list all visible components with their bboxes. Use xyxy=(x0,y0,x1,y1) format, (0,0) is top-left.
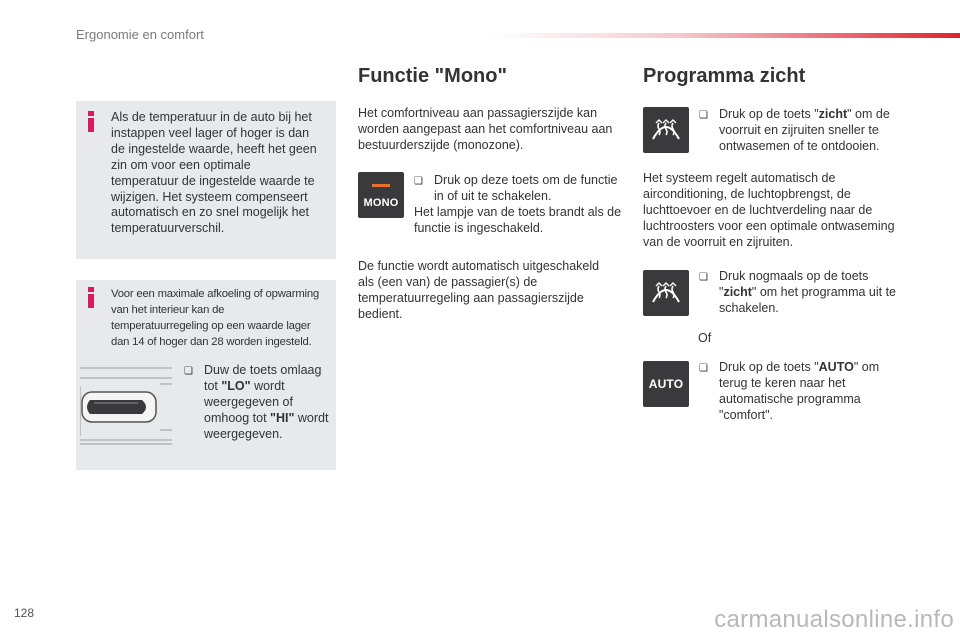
bullet-text: " om terug te keren naar het automatische programma "comfort". xyxy=(719,360,880,422)
note-bullet-lo-hi xyxy=(184,363,334,443)
bullet-text: wordt weergegeven. xyxy=(204,410,329,441)
header-accent-line xyxy=(490,33,960,38)
page-number: 128 xyxy=(14,606,35,620)
bullet-text: Druk op de toets " xyxy=(719,360,819,374)
key-name: zicht xyxy=(818,107,848,121)
bullet-icon: ❏ xyxy=(699,110,708,121)
temperature-control-illustration xyxy=(80,366,174,446)
info-icon xyxy=(87,287,94,308)
bullet-icon: ❏ xyxy=(699,363,708,374)
auto-button-label: AUTO xyxy=(648,377,684,391)
demist-button-icon xyxy=(643,107,689,153)
hi-label: "HI" xyxy=(270,410,295,425)
key-name: AUTO xyxy=(818,360,854,374)
visibility-heading: Programma zicht xyxy=(643,65,806,87)
key-name: zicht xyxy=(723,284,752,299)
visibility-description: Het systeem regelt automatisch de airconditioning, de luchtopbrengst, de luchttoevoer en de luchtverdeling naar de luchtroosters voor een optimale ontwaseming van de voorruit en zijruiten. xyxy=(643,171,895,249)
info-note-text: Voor een maximale afkoeling of opwarming van het interieur kan de temperatuurregeling op een waarde lager dan 14 of hoger dan 28 worden ingesteld. xyxy=(111,288,320,348)
visibility-bullet-3 xyxy=(699,360,899,424)
info-icon xyxy=(87,111,94,132)
mono-lamp-text: Het lampje van de toets brandt als de functie is ingeschakeld. xyxy=(414,204,622,235)
bullet-text: " om de voorruit en zijruiten sneller te ontwasemen of te ontdooien. xyxy=(719,107,890,153)
bullet-icon: ❏ xyxy=(184,366,193,377)
bullet-text: Druk op de toets " xyxy=(719,107,819,121)
info-note-temperature xyxy=(76,101,336,259)
bullet-icon: ❏ xyxy=(414,176,423,187)
info-note-text: Als de temperatuur in de auto bij het instappen veel lager of hoger is dan de ingestelde waarde, heeft het geen zin om voor een optimale temperatuur de ingestelde waarde te wijzigen. Het systeem compenseert automatisch en zo snel mogelijk het temperatuurverschil. xyxy=(111,110,317,236)
or-text: Of xyxy=(698,331,712,345)
mono-intro: Het comfortniveau aan passagierszijde kan worden aangepast aan het comfortniveau aan bestuurderszijde (monozone). xyxy=(358,106,613,152)
bullet-text: " om het programma uit te schakelen. xyxy=(719,284,897,315)
section-title: Ergonomie en comfort xyxy=(76,27,204,42)
auto-button-icon xyxy=(643,361,689,407)
bullet-text: wordt weergegeven of omhoog tot xyxy=(204,378,293,425)
demist-button-icon xyxy=(643,270,689,316)
bullet-text: Druk op deze toets om de functie in of uit te schakelen. xyxy=(434,173,618,203)
mono-footer-text: De functie wordt automatisch uitgeschakeld als (een van) de passagier(s) de temperatuurregeling aan passagierszijde bedient. xyxy=(358,259,600,321)
bullet-text: Duw de toets omlaag tot xyxy=(204,363,322,393)
watermark: carmanualsonline.info xyxy=(714,606,954,633)
windscreen-demist-icon xyxy=(643,270,689,316)
windscreen-demist-icon xyxy=(643,107,689,153)
visibility-bullet-1 xyxy=(699,107,899,155)
mono-button-icon xyxy=(358,172,404,218)
bullet-text: Druk nogmaals op de toets " xyxy=(719,269,869,299)
visibility-bullet-2 xyxy=(699,269,899,317)
mono-bullet xyxy=(414,173,624,237)
mono-button-label: MONO xyxy=(363,197,399,209)
mono-heading: Functie "Mono" xyxy=(358,65,507,87)
lamp-indicator xyxy=(372,184,390,187)
lo-label: "LO" xyxy=(221,378,251,393)
bullet-icon: ❏ xyxy=(699,272,708,283)
